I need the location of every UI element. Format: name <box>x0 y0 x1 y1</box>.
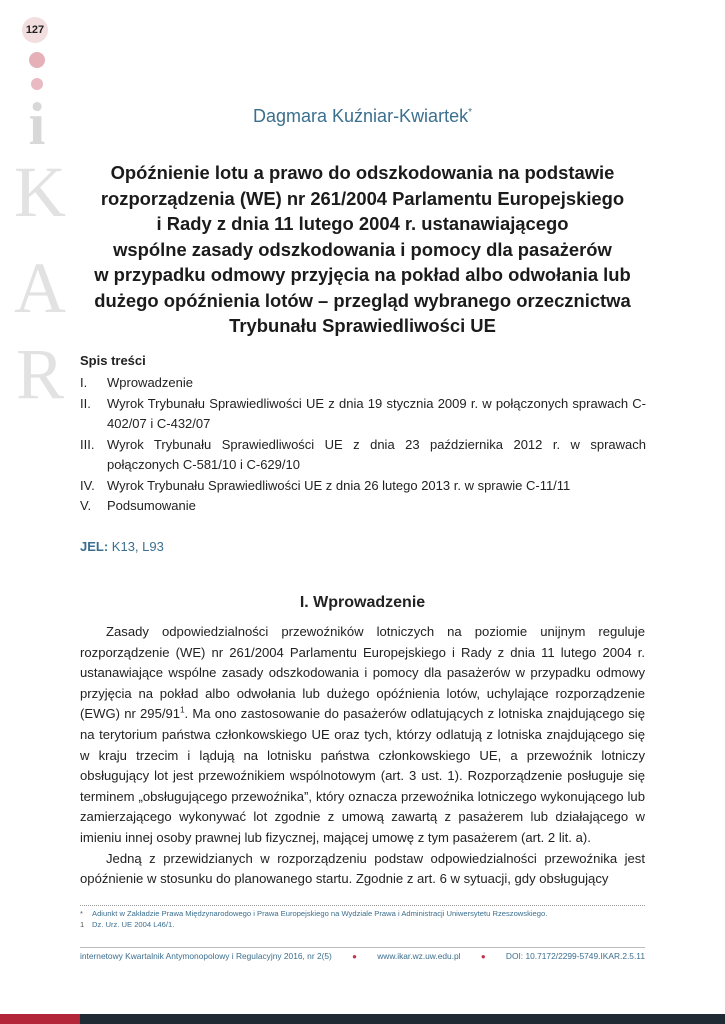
title-line: Opóźnienie lotu a prawo do odszkodowania na podstawie <box>110 162 615 183</box>
footnote-ref: 1 <box>180 706 185 716</box>
footer-journal: internetowy Kwartalnik Antymonopolowy i Regulacyjny 2016, nr 2(5) <box>80 951 332 961</box>
footnote-divider <box>80 905 645 906</box>
toc-item <box>80 496 646 517</box>
toc-item-number: II. <box>80 395 91 411</box>
footer-doi: DOI: 10.7172/2299-5749.IKAR.2.5.11 <box>505 951 645 961</box>
toc-item <box>80 476 646 497</box>
bullet-icon: ● <box>352 951 357 961</box>
logo-dot-large <box>29 52 45 68</box>
toc-item-number: III. <box>80 436 95 452</box>
logo-letter-a: A <box>14 248 66 328</box>
title-line: i Rady z dnia 11 lutego 2004 r. ustanawiającego <box>156 213 569 234</box>
footnote-text: Adiunkt w Zakładzie Prawa Międzynarodowego i Prawa Europejskiego na Wydziale Prawa i Administracji Uniwersytetu Rzeszowskiego. <box>92 909 548 918</box>
footnote-mark: * <box>80 909 83 918</box>
footnote <box>80 908 645 919</box>
footnote-text: Dz. Urz. UE 2004 L46/1. <box>92 920 175 929</box>
bullet-icon: ● <box>480 951 486 961</box>
footer-website-link[interactable]: www.ikar.wz.uw.edu.pl <box>377 951 461 961</box>
toc-item-number: I. <box>80 375 88 390</box>
footnotes <box>80 908 645 930</box>
toc-item <box>80 373 646 394</box>
toc-item <box>80 394 646 435</box>
page-number: 127 <box>22 17 48 43</box>
author-name <box>80 106 645 127</box>
article-title <box>80 160 645 339</box>
toc-title: Spis treści <box>80 353 146 368</box>
paragraph-text: Zasady odpowiedzialności przewoźników lotniczych na poziomie unijnym reguluje rozporządzenie (WE) nr 261/2004 Parlamentu Europejskiego i Rady z dnia 11 lutego 2004 r. ustanawiające wspólne zasady odszkodowania i pomocy dla pasażerów w przypadku odmowy przyjęcia na pokład albo odwołania lub dużego opóźnienia lotów, uchylające rozporządzenie (EWG) nr 295/91 <box>80 624 645 722</box>
bottom-bar-accent <box>0 1014 80 1024</box>
footer-divider <box>80 947 645 948</box>
toc-item-text: Wyrok Trybunału Sprawiedliwości UE z dnia 26 lutego 2013 r. w sprawie C-11/11 <box>107 477 571 493</box>
section-heading: I. Wprowadzenie <box>299 594 426 611</box>
jel-label: JEL: <box>80 539 109 554</box>
jel-classification <box>80 539 164 554</box>
logo-letter-i: i <box>28 91 46 157</box>
table-of-contents <box>80 352 646 517</box>
toc-item <box>80 435 646 476</box>
title-line: Trybunału Sprawiedliwości UE <box>229 315 496 336</box>
jel-codes: K13, L93 <box>111 539 164 554</box>
author-footnote-mark: * <box>468 107 472 118</box>
toc-item-text: Podsumowanie <box>107 498 196 513</box>
logo-letter-k: K <box>14 152 66 232</box>
toc-item-text: Wyrok Trybunału Sprawiedliwości UE z dnia 23 października 2012 r. w sprawach połączonych C-581/10 i C-629/10 <box>107 436 646 472</box>
toc-item-text: Wyrok Trybunału Sprawiedliwości UE z dnia 19 stycznia 2009 r. w połączonych sprawach C-402/07 i C-432/07 <box>107 395 646 431</box>
bottom-bar <box>0 1014 725 1024</box>
title-line: rozporządzenia (WE) nr 261/2004 Parlamentu Europejskiego <box>100 187 625 209</box>
body-text <box>80 622 645 890</box>
footnote <box>80 919 645 930</box>
title-line: dużego opóźnienia lotów – przegląd wybranego orzecznictwa <box>94 289 631 311</box>
toc-item-text: Wprowadzenie <box>107 375 193 390</box>
title-line: wspólne zasady odszkodowania i pomocy dla pasażerów <box>113 238 612 260</box>
footnote-mark: 1 <box>80 920 85 929</box>
page-footer <box>80 951 645 961</box>
author-name-text: Dagmara Kuźniar-Kwiartek <box>253 106 469 126</box>
title-line: w przypadku odmowy przyjęcia na pokład albo odwołania lub <box>94 264 631 285</box>
paragraph: Jedną z przewidzianych w rozporządzeniu podstaw odpowiedzialności przewoźnika jest opóźnienie w stosunku do planowanego startu. Zgodnie z art. 6 w sytuacji, gdy obsługujący <box>80 850 645 887</box>
toc-item-number: V. <box>80 498 92 513</box>
paragraph-text-cont: . Ma ono zastosowanie do pasażerów odlatujących z lotniska znajdującego się na terytorium państwa członkowskiego UE oraz tych, którzy odlatują z lotniska znajdującego się w kraju trzecim i lądują na lotnisku państwa członkowskiego UE, a przewoźnik lotniczy obsługujący lot jest przewoźnikiem wspólnotowym (art. 3 ust. 1). Rozporządzenie posługuje się terminem „obsługującego przewoźnika”, który oznacza przewoźnika lotniczego wykonującego lub zamierzającego wykonywać lot zgodnie z umową zawartą z pasażerem lub działającego w imieniu innej osoby prawnej lub fizycznej, mającej umowę z tym pasażerem (art. 2 lit. a). <box>80 706 645 845</box>
toc-item-number: IV. <box>80 477 95 493</box>
paragraph <box>80 622 645 849</box>
logo-letter-r: R <box>15 334 65 414</box>
